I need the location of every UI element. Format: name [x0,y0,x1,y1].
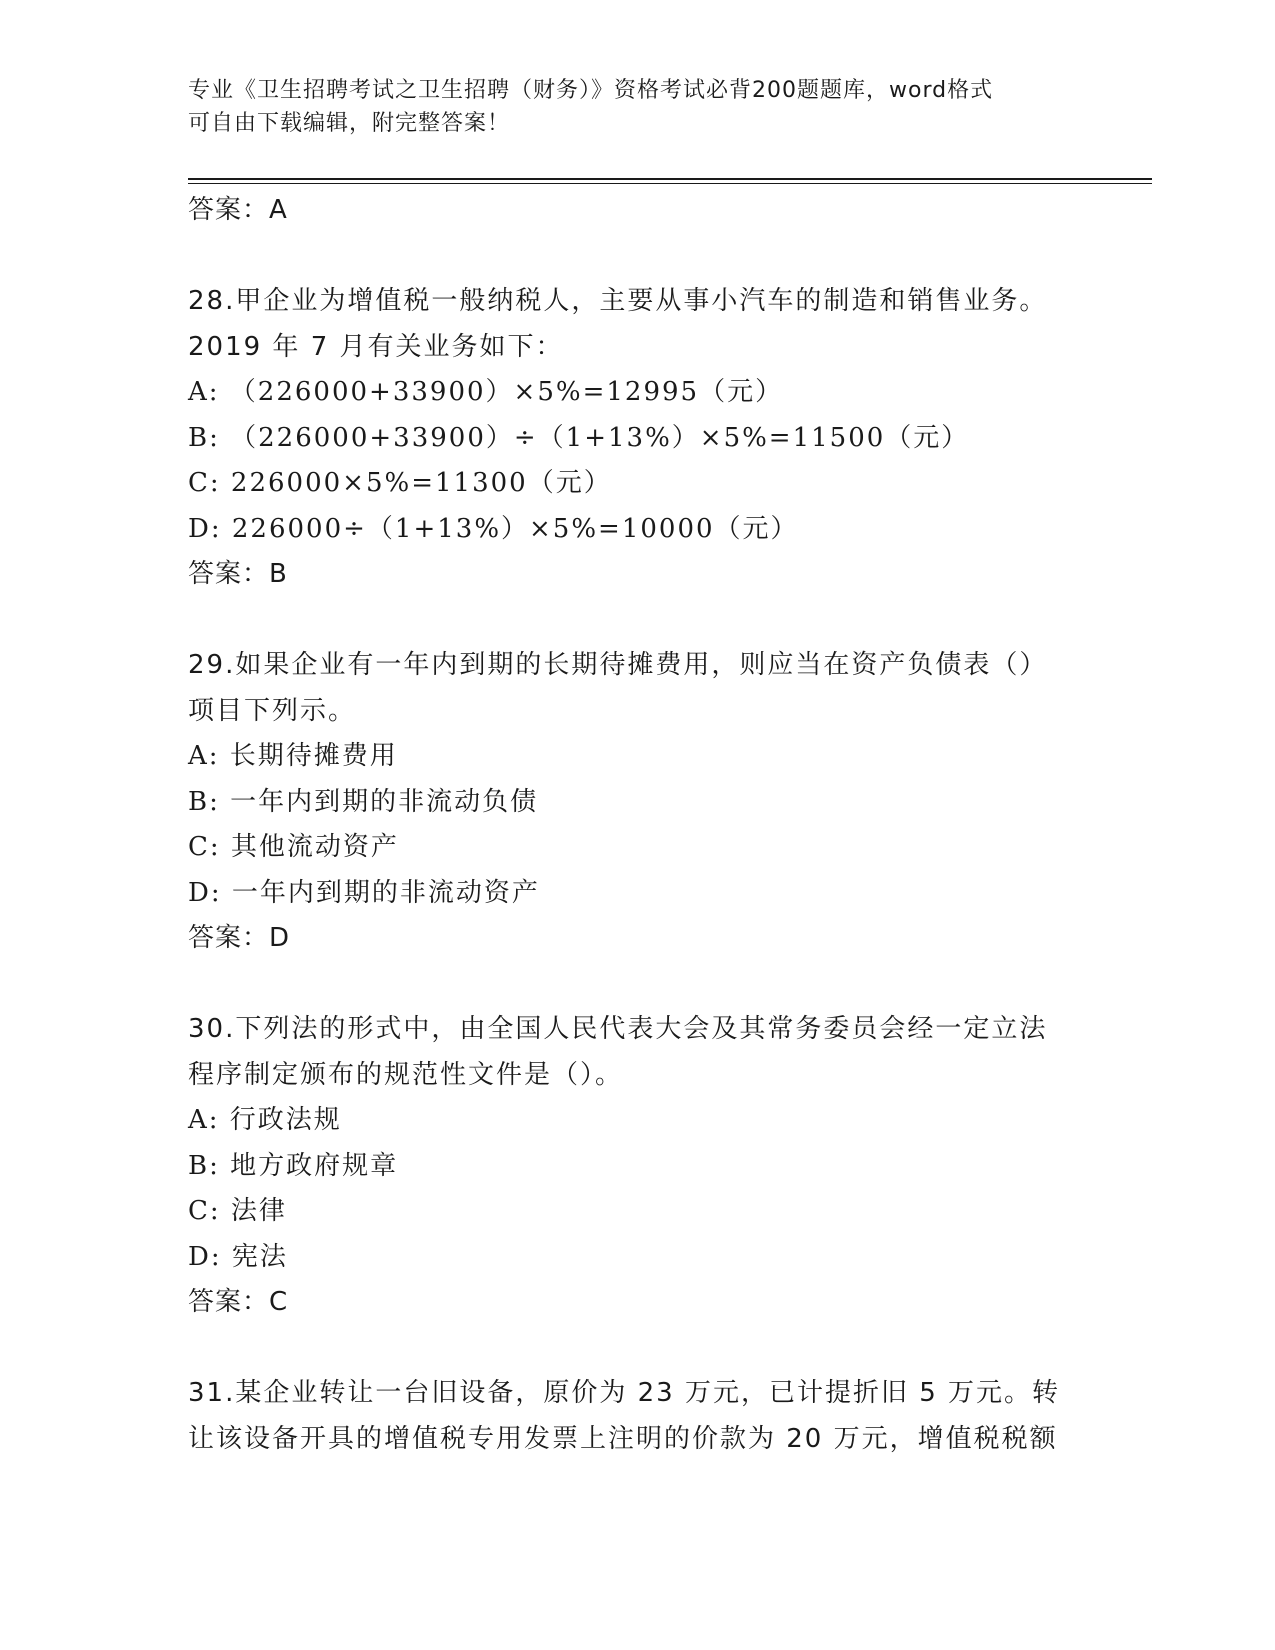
option-d: D: 一年内到期的非流动资产 [188,877,540,908]
question-31 [188,1371,1088,1462]
question-stem-line: 29.如果企业有一年内到期的长期待摊费用，则应当在资产负债表（） [188,650,1048,680]
answer-line: 答案：C [188,1287,289,1317]
document-header [188,74,1088,140]
option-b: B: 地方政府规章 [188,1150,399,1181]
spacer [188,234,1088,280]
previous-answer: 答案：A [188,195,288,225]
header-line-2: 可自由下载编辑，附完整答案！ [188,111,511,136]
answer-line: 答案：B [188,559,288,589]
header-line-1: 专业《卫生招聘考试之卫生招聘（财务）》资格考试必背200题题库，word格式 [188,78,994,103]
question-30 [188,1007,1088,1326]
question-stem-line: 项目下列示。 [188,695,357,726]
header-divider-thick [188,178,1152,180]
option-d: D: 226000÷（1+13%）×5%=10000（元） [188,513,799,544]
option-a: A: 行政法规 [188,1105,342,1135]
option-b: B: 一年内到期的非流动负债 [188,786,539,817]
question-29 [188,643,1088,962]
option-c: C: 法律 [188,1196,287,1226]
spacer [188,598,1088,644]
option-a: A: 长期待摊费用 [188,741,398,771]
question-stem-line: 2019 年 7 月有关业务如下： [188,331,564,362]
header-divider-thin [188,183,1152,184]
question-stem-line: 让该设备开具的增值税专用发票上注明的价款为 20 万元，增值税税额 [188,1423,1058,1454]
question-stem-line: 30.下列法的形式中，由全国人民代表大会及其常务委员会经一定立法 [188,1014,1048,1044]
option-c: C: 其他流动资产 [188,832,399,862]
option-a: A: （226000+33900）×5%=12995（元） [188,377,784,407]
spacer [188,962,1088,1008]
spacer [188,1326,1088,1372]
option-b: B: （226000+33900）÷（1+13%）×5%=11500（元） [188,422,970,453]
question-stem-line: 31.某企业转让一台旧设备，原价为 23 万元，已计提折旧 5 万元。转 [188,1378,1061,1408]
answer-line: 答案：D [188,923,291,953]
question-content [188,188,1088,1462]
question-stem-line: 程序制定颁布的规范性文件是（）。 [188,1059,624,1090]
option-d: D: 宪法 [188,1241,288,1272]
question-stem-line: 28.甲企业为增值税一般纳税人，主要从事小汽车的制造和销售业务。 [188,286,1048,316]
question-28 [188,279,1088,598]
option-c: C: 226000×5%=11300（元） [188,468,612,498]
